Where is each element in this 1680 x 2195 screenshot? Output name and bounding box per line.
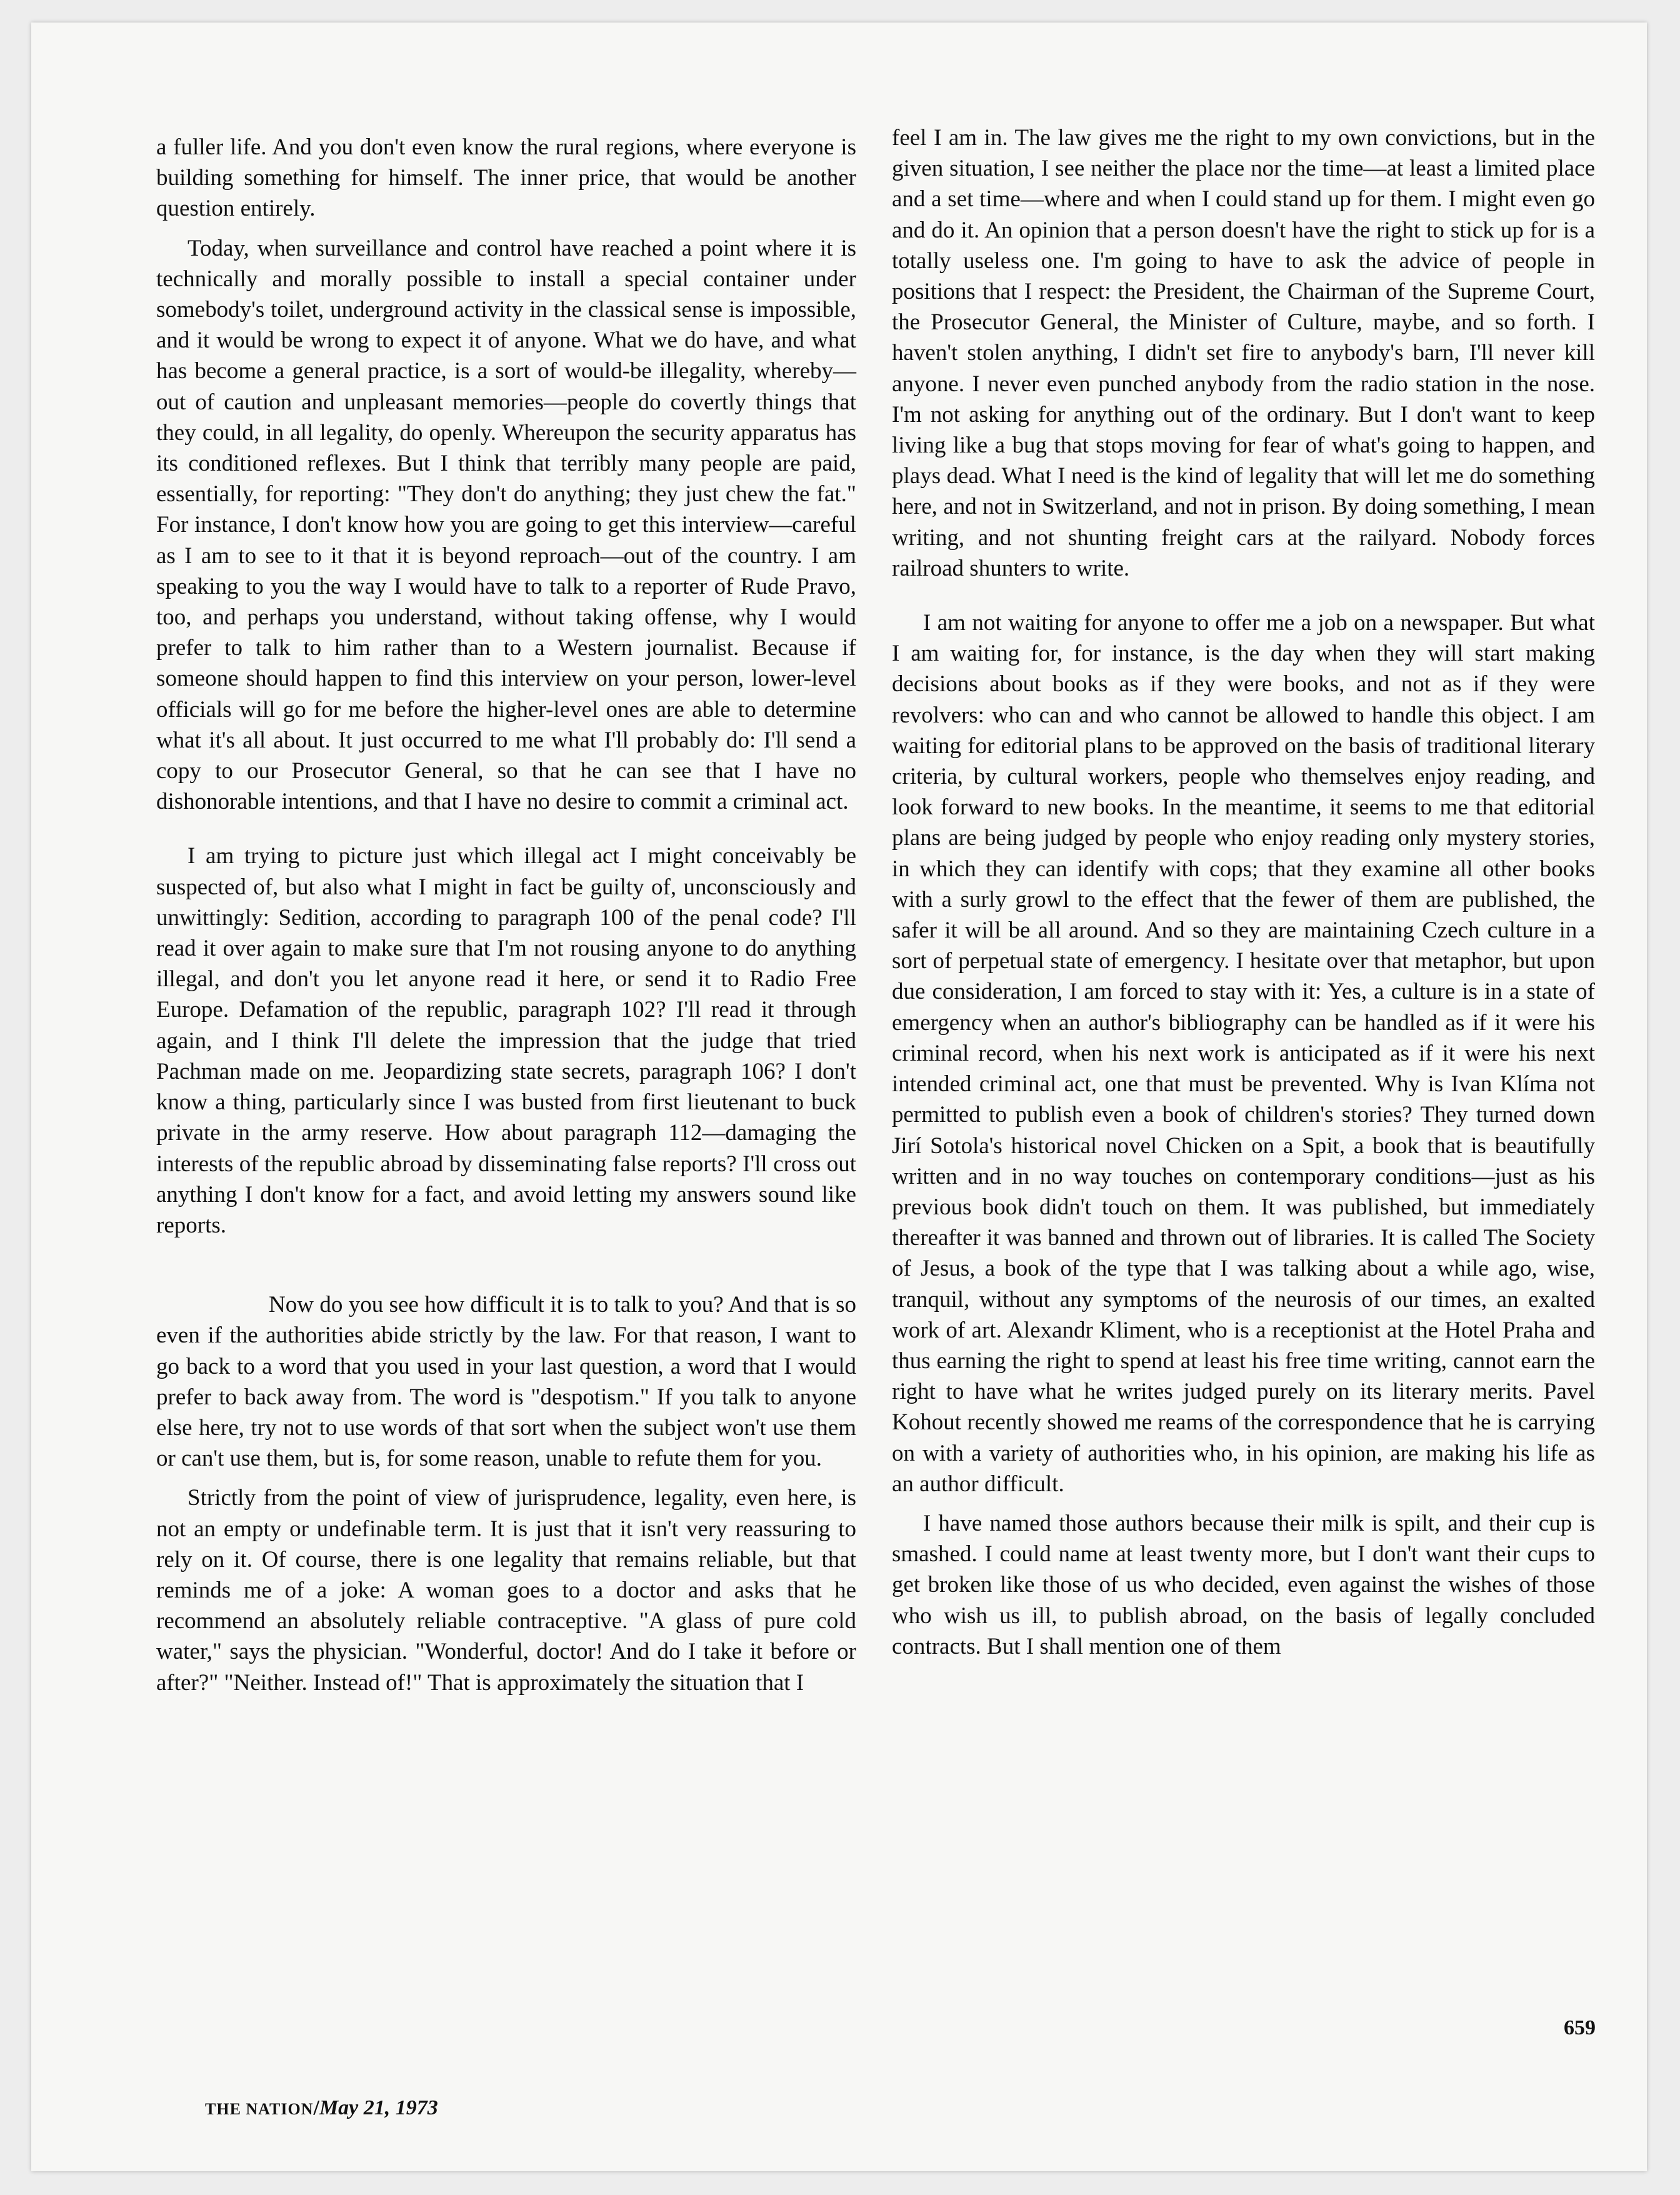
footer-credit — [205, 2096, 438, 2120]
page-number: 659 — [1564, 2016, 1596, 2039]
paragraph: Today, when surveillance and control have reached a point where it is technically and morally possible to install a special container under somebody's toilet, underground activity in the classical sense is impossible, and it would be wrong to expect it of anyone. What we do have, and what has become a general practice, is a sort of would-be illegality, whereby—out of caution and unpleasant memories—people do covertly things that they could, in all legality, do openly. Whereupon the security apparatus has its conditioned reflexes. But I think that terribly many people are paid, essentially, for reporting: "They don't do anything; they just chew the fat." For instance, I don't know how you are going to get this interview—careful as I am to see to it that it is beyond reproach—out of the country. I am speaking to you the way I would have to talk to a reporter of Rude Pravo, too, and perhaps you understand, without taking offense, why I would prefer to talk to him rather than to a Western journalist. Because if someone should happen to find this interview on your person, lower-level officials will go for me before the higher-level ones are able to determine what it's all about. It just occurred to me what I'll probably do: I'll send a copy to our Prosecutor General, so that he can see that I have no dishonorable intentions, and that I have no desire to commit a criminal act. — [156, 235, 856, 815]
issue-date: May 21, 1973 — [319, 2096, 438, 2119]
interview-question: Now do you see how difficult it is to talk to you? And that is so even if the authorities abide strictly by the law. For that reason, I want to go back to a word that you used in your last question, a word that I would prefer to back away from. The word is "despotism." If you talk to anyone else here, try not to use words of that sort when the subject won't use them or can't use them, but is, for some reason, unable to refute them for you. — [156, 1292, 856, 1472]
magazine-page — [31, 22, 1647, 2171]
right-column — [892, 122, 1595, 1671]
paragraph: I am not waiting for anyone to offer me a job on a newspaper. But what I am waiting for, for instance, is the day when they will start making decisions about books as if they were books, and not as if they were revolvers: who can and who cannot be allowed to handle this object. I am waiting for editorial plans to be approved on the basis of traditional literary criteria, by cultural workers, people who themselves enjoy reading, and look forward to new books. In the meantime, it seems to me that editorial plans are being judged by people who enjoy reading only mystery stories, in which they can identify with cops; that they examine all other books with a surly growl to the effect that the fewer of them are published, the safer it will be all around. And so they are maintaining Czech culture in a sort of perpetual state of emergency. I hesitate over that metaphor, but upon due consideration, I am forced to stay with it: Yes, a culture is in a state of emergency when an author's bibliography can be handled as if it were his criminal record, when his next work is anticipated as if it were his next intended criminal act, one that must be prevented. Why is Ivan Klíma not permitted to publish even a book of children's stories? They turned down Jirí Sotola's historical novel Chicken on a Spit, a book that is beautifully written and in no way touches on contemporary conditions—just as his previous book didn't touch on them. It was published, but immediately thereafter it was banned and thrown out of libraries. It is called The Society of Jesus, a book of the type that I was talking about a while ago, wise, tranquil, without any symptoms of the neurosis of our times, an exalted work of art. Alexandr Kliment, who is a receptionist at the Hotel Praha and thus earning the right to spend at least his free time writing, cannot earn the right to have what he writes judged purely on its literary merits. Pavel Kohout recently showed me reams of the correspondence that he is carrying on with a variety of authorities who, in his opinion, are making his life as an author difficult. — [892, 610, 1596, 1497]
paragraph: I have named those authors because their milk is spilt, and their cup is smashed. I could name at least twenty more, but I don't want their cups to get broken like those of us who decided, even against the wishes of those who wish us ill, to publish abroad, on the basis of legally concluded contracts. But I shall mention one of them — [892, 1510, 1595, 1659]
paragraph: a fuller life. And you don't even know the rural regions, where everyone is building something for himself. The inner price, that would be another question entirely. — [156, 134, 856, 222]
paragraph: Strictly from the point of view of jurisprudence, legality, even here, is not an empty or undefinable term. It is just that it isn't very reassuring to rely on it. Of course, there is one legality that remains reliable, but that reminds me of a joke: A woman goes to a doctor and asks that he recommend an absolutely reliable contraceptive. "A glass of pure cold water," says the physician. "Wonderful, doctor! And do I take it before or after?" "Neither. Instead of!" That is approximately the situation that I — [156, 1485, 856, 1696]
paragraph: feel I am in. The law gives me the right to my own convictions, but in the given situation, I see neither the place nor the time—at least a limited place and a set time—where and when I could stand up for them. I might even go and do it. An opinion that a person doesn't have the right to stick up for is a totally useless one. I'm going to have to ask the advice of people in positions that I respect: the President, the Chairman of the Supreme Court, the Prosecutor General, the Minister of Culture, maybe, and so forth. I haven't stolen anything, I didn't set fire to anybody's barn, I'll never kill anyone. I never even punched anybody from the radio station in the nose. I'm not asking for anything out of the ordinary. But I don't want to keep living like a bug that stops moving for fear of what's going to happen, and plays dead. What I need is the kind of legality that will let me do something here, and not in Switzerland, and not in prison. By doing something, I mean writing, and not shunting freight cars at the railyard. Nobody forces railroad shunters to write. — [892, 125, 1595, 581]
left-column — [156, 132, 856, 1707]
paragraph: I am trying to picture just which illegal act I might conceivably be suspected of, but also what I might in fact be guilty of, unconsciously and unwittingly: Sedition, according to paragraph 100 of the penal code? I'll read it over again to make sure that I'm not rousing anyone to do anything illegal, and don't you let anyone read it here, or send it to Radio Free Europe. Defamation of the republic, paragraph 102? I'll read it through again, and I think I'll delete the impression that the judge that tried Pachman made on me. Jeopardizing state secrets, paragraph 106? I don't know a thing, particularly since I was busted from first lieutenant to buck private in the army reserve. How about paragraph 112—damaging the interests of the republic abroad by disseminating false reports? I'll cross out anything I don't know for a fact, and avoid letting my answers sound like reports. — [156, 843, 856, 1238]
publication-name: THE NATION — [205, 2100, 314, 2118]
footer-separator: / — [313, 2096, 319, 2119]
